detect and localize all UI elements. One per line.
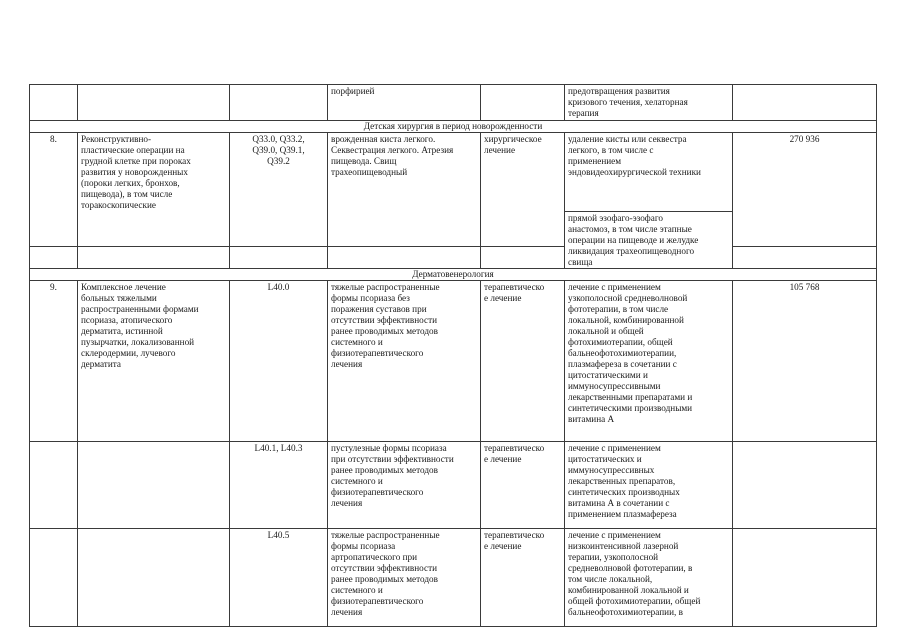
- cell-name: Реконструктивно- пластические операции на грудной клетке при пороках развития у новорожденных (пороки легких, бронхов, пищевода), в том числе торакоскопические: [78, 133, 230, 212]
- cell-treatment-type: терапевтическо е лечение: [481, 441, 565, 528]
- cell-name: [78, 528, 230, 626]
- table-row-9c: [30, 528, 877, 626]
- cell-num: [30, 441, 78, 528]
- cell-treatment-type: [481, 246, 565, 268]
- cell-name: [78, 441, 230, 528]
- section-title-neonatal-surgery: Детская хирургия в период новорожденности: [30, 121, 877, 133]
- cell-codes: L40.5: [230, 528, 328, 626]
- cell-treatment-type: [481, 211, 565, 246]
- cell-method: лечение с применением низкоинтенсивной лазерной терапии, узкополосной средневолновой фототерапии, в том числе локальной, комбинированной локальной и общей фотохимиотерапии, общей бальнеофотохимиотерапии, в: [565, 528, 733, 626]
- cell-disease: пустулезные формы псориаза при отсутствии эффективности ранее проводимых методов системного и физиотерапевтического лечения: [328, 441, 481, 528]
- cell-num: [30, 246, 78, 268]
- cell-method: прямой эзофаго-эзофаго анастомоз, в том числе этапные операции на пищеводе и желудке ликвидация трахеопищеводного свища: [565, 211, 733, 268]
- cell-disease: тяжелые распространенные формы псориаза без поражения суставов при отсутствии эффективности ранее проводимых методов системного и физиотерапевтического лечения: [328, 280, 481, 441]
- cell-cost: 105 768: [733, 280, 877, 441]
- section-title-dermatovenereology: Дерматовенерология: [30, 268, 877, 280]
- cell-num: [30, 211, 78, 246]
- cell-cost: [733, 246, 877, 268]
- cell-num: [30, 85, 78, 121]
- cell-disease: порфирией: [328, 85, 481, 121]
- cell-codes: [230, 211, 328, 246]
- cell-name: [78, 211, 230, 246]
- cell-method: предотвращения развития кризового течения, хелаторная терапия: [565, 85, 733, 121]
- medical-care-table: [29, 84, 877, 627]
- cell-disease: [328, 246, 481, 268]
- cell-name: Комплексное лечение больных тяжелыми распространенными формами псориаза, атопического дерматита, истинной пузырчатки, локализованной склеродермии, лучевого дерматита: [78, 280, 230, 441]
- cell-codes: Q33.0, Q33.2, Q39.0, Q39.1, Q39.2: [230, 133, 328, 212]
- table-row-9b: [30, 441, 877, 528]
- cell-cost: [733, 441, 877, 528]
- cell-num: 9.: [30, 280, 78, 441]
- table-row-8c: [30, 246, 877, 268]
- table-row-8b: [30, 211, 877, 246]
- cell-treatment-type: [481, 85, 565, 121]
- cell-disease: тяжелые распространенные формы псориаза артропатического при отсутствии эффективности ранее проводимых методов системного и физиотерапевтического лечения: [328, 528, 481, 626]
- table-row-9: [30, 280, 877, 441]
- cell-treatment-type: терапевтическо е лечение: [481, 528, 565, 626]
- table-row-8: [30, 133, 877, 212]
- cell-method: лечение с применением узкополосной средневолновой фототерапии, в том числе локальной, комбинированной локальной и общей фотохимиотерапии, общей бальнеофотохимиотерапии, плазмафереза в сочетании с цитостатическими и иммуносупрессивными лекарственными препаратами и синтетическими производными витамина А: [565, 280, 733, 441]
- cell-cost: 270 936: [733, 133, 877, 212]
- cell-name: [78, 85, 230, 121]
- cell-method: лечение с применением цитостатических и иммуносупрессивных лекарственных препаратов, синтетических производных витамина А в сочетании с применением плазмафереза: [565, 441, 733, 528]
- section-row: [30, 121, 877, 133]
- cell-name: [78, 246, 230, 268]
- cell-cost: [733, 211, 877, 246]
- cell-codes: [230, 246, 328, 268]
- cell-disease: [328, 211, 481, 246]
- section-row: [30, 268, 877, 280]
- cell-method: удаление кисты или секвестра легкого, в том числе с применением эндовидеохирургической техники: [565, 133, 733, 212]
- cell-codes: [230, 85, 328, 121]
- table-row-continuation: [30, 85, 877, 121]
- cell-cost: [733, 528, 877, 626]
- cell-num: 8.: [30, 133, 78, 212]
- cell-cost: [733, 85, 877, 121]
- cell-disease: врожденная киста легкого. Секвестрация легкого. Атрезия пищевода. Свищ трахеопищеводный: [328, 133, 481, 212]
- cell-codes: L40.1, L40.3: [230, 441, 328, 528]
- cell-treatment-type: терапевтическо е лечение: [481, 280, 565, 441]
- cell-treatment-type: хирургическое лечение: [481, 133, 565, 212]
- cell-num: [30, 528, 78, 626]
- cell-codes: L40.0: [230, 280, 328, 441]
